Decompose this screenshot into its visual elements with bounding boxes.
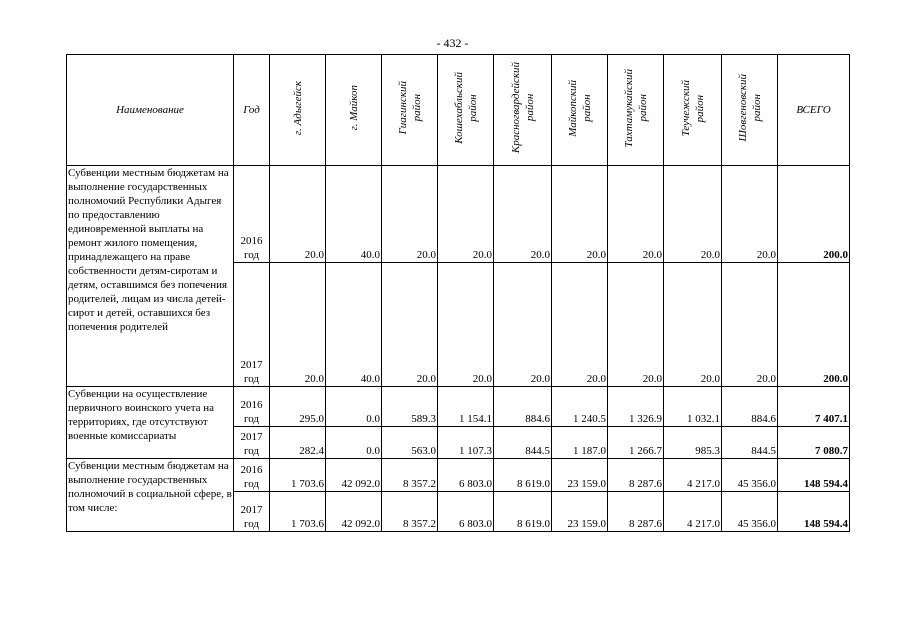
cell-value: 1 266.7 — [608, 427, 664, 459]
cell-value: 20.0 — [552, 166, 608, 263]
cell-value: 884.6 — [722, 387, 778, 427]
row-year: 2016 год — [234, 387, 270, 427]
header-row — [67, 55, 850, 166]
table-row — [67, 166, 850, 263]
cell-value: 8 357.2 — [382, 492, 438, 532]
header-total: ВСЕГО — [778, 55, 850, 166]
cell-value: 985.3 — [664, 427, 722, 459]
table-row — [67, 387, 850, 427]
cell-total: 148 594.4 — [778, 492, 850, 532]
table-row — [67, 459, 850, 492]
header-year: Год — [234, 55, 270, 166]
cell-value: 1 187.0 — [552, 427, 608, 459]
cell-value: 20.0 — [722, 263, 778, 387]
row-name: Субвенции на осуществление первичного воинского учета на территориях, где отсутствуют военные комиссариаты — [67, 387, 234, 459]
header-district-7: Тахтамукайский район — [608, 55, 664, 166]
cell-value: 8 619.0 — [494, 492, 552, 532]
cell-total: 7 407.1 — [778, 387, 850, 427]
cell-value: 20.0 — [608, 166, 664, 263]
cell-value: 20.0 — [664, 263, 722, 387]
cell-total: 200.0 — [778, 166, 850, 263]
cell-value: 282.4 — [270, 427, 326, 459]
header-district-2: г. Майкоп — [326, 55, 382, 166]
cell-value: 20.0 — [494, 166, 552, 263]
cell-value: 23 159.0 — [552, 492, 608, 532]
cell-value: 4 217.0 — [664, 492, 722, 532]
cell-value: 20.0 — [552, 263, 608, 387]
row-year: 2017 год — [234, 263, 270, 387]
row-year: 2017 год — [234, 492, 270, 532]
cell-value: 20.0 — [494, 263, 552, 387]
row-name: Субвенции местным бюджетам на выполнение государственных полномочий в социальной сфере, в том числе: — [67, 459, 234, 532]
cell-value: 8 357.2 — [382, 459, 438, 492]
row-year: 2017 год — [234, 427, 270, 459]
cell-value: 45 356.0 — [722, 459, 778, 492]
cell-value: 1 326.9 — [608, 387, 664, 427]
header-district-5: Красногвардейский район — [494, 55, 552, 166]
row-name: Субвенции местным бюджетам на выполнение государственных полномочий Республики Адыгея по предоставлению единовременной выплаты на ремонт жилого помещения, принадлежащего на праве собственности детям-сиротам и детям, оставшимся без попечения родителей, лицам из числа детей-сирот и детей, оставшихся без попечения родителей — [67, 166, 234, 387]
cell-value: 40.0 — [326, 263, 382, 387]
cell-value: 23 159.0 — [552, 459, 608, 492]
cell-value: 20.0 — [270, 166, 326, 263]
cell-value: 20.0 — [722, 166, 778, 263]
cell-value: 45 356.0 — [722, 492, 778, 532]
cell-value: 40.0 — [326, 166, 382, 263]
cell-value: 1 703.6 — [270, 459, 326, 492]
cell-value: 295.0 — [270, 387, 326, 427]
cell-value: 20.0 — [438, 263, 494, 387]
cell-value: 0.0 — [326, 427, 382, 459]
cell-value: 6 803.0 — [438, 492, 494, 532]
cell-value: 4 217.0 — [664, 459, 722, 492]
row-year: 2016 год — [234, 166, 270, 263]
cell-value: 0.0 — [326, 387, 382, 427]
cell-value: 42 092.0 — [326, 459, 382, 492]
header-district-3: Гиагинский район — [382, 55, 438, 166]
cell-value: 1 107.3 — [438, 427, 494, 459]
cell-value: 20.0 — [382, 263, 438, 387]
header-district-8: Теучежский район — [664, 55, 722, 166]
subventions-table — [66, 54, 850, 532]
cell-value: 1 032.1 — [664, 387, 722, 427]
header-district-9: Шовгеновский район — [722, 55, 778, 166]
cell-value: 1 154.1 — [438, 387, 494, 427]
cell-value: 8 287.6 — [608, 492, 664, 532]
cell-value: 20.0 — [664, 166, 722, 263]
header-district-6: Майкопский район — [552, 55, 608, 166]
page-number: - 432 - — [436, 36, 469, 50]
cell-value: 589.3 — [382, 387, 438, 427]
cell-value: 844.5 — [494, 427, 552, 459]
cell-total: 7 080.7 — [778, 427, 850, 459]
cell-value: 42 092.0 — [326, 492, 382, 532]
header-district-1: г. Адыгейск — [270, 55, 326, 166]
cell-value: 20.0 — [270, 263, 326, 387]
cell-value: 20.0 — [608, 263, 664, 387]
row-year: 2016 год — [234, 459, 270, 492]
cell-total: 200.0 — [778, 263, 850, 387]
cell-value: 6 803.0 — [438, 459, 494, 492]
header-district-4: Кошехабльский район — [438, 55, 494, 166]
cell-total: 148 594.4 — [778, 459, 850, 492]
cell-value: 8 619.0 — [494, 459, 552, 492]
cell-value: 20.0 — [382, 166, 438, 263]
header-name: Наименование — [67, 55, 234, 166]
cell-value: 20.0 — [438, 166, 494, 263]
cell-value: 844.5 — [722, 427, 778, 459]
cell-value: 884.6 — [494, 387, 552, 427]
cell-value: 1 240.5 — [552, 387, 608, 427]
cell-value: 8 287.6 — [608, 459, 664, 492]
cell-value: 563.0 — [382, 427, 438, 459]
cell-value: 1 703.6 — [270, 492, 326, 532]
